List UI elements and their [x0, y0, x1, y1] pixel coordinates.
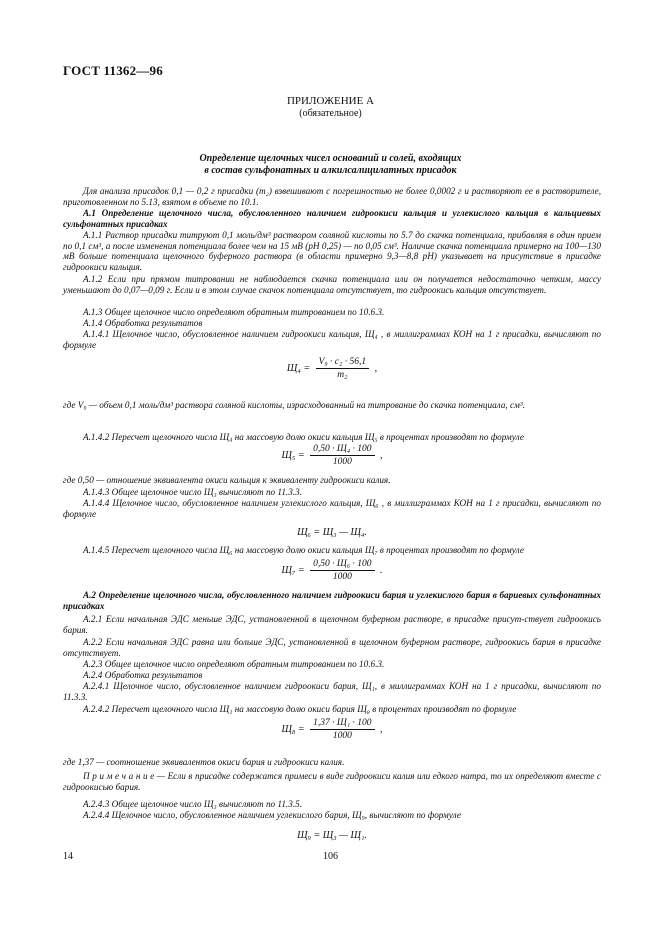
- section-title-line2: в состав сульфонатных и алкилсалицилатных присадок: [204, 165, 457, 176]
- paragraph-a145: А.1.4.5 Пересчет щелочного числа Щ₆ на массовую долю окиси кальция Щ₇ в процентах производят по формуле: [83, 545, 524, 555]
- formula-4-tail: .: [380, 565, 383, 576]
- formula-2-lhs: Щ₅ =: [281, 450, 305, 461]
- paragraph-a242: А.2.4.2 Пересчет щелочного числа Щ₁ на массовую долю окиси бария Щ₈ в процентах производят по формуле: [83, 704, 517, 714]
- formula-4-numerator: 0,50 · Щ₆ · 100: [310, 559, 374, 571]
- heading-a2: А.2 Определение щелочного числа, обусловленного наличием гидроокиси бария и углекислого бария в бариевых сульфонатных присадках: [63, 590, 601, 611]
- formula-6: Щ₉ = Щ₃ — Щ₁.: [297, 830, 367, 841]
- where-3: где 1,37 — соотношение эквивалентов окиси бария и гидроокиси калия.: [63, 757, 345, 767]
- formula-5-numerator: 1,37 · Щ₁ · 100: [310, 718, 374, 730]
- paragraph-a244: А.2.4.4 Щелочное число, обусловленное наличием углекислого бария, Щ₉, вычисляют по формуле: [83, 810, 461, 820]
- paragraph-a23: А.2.3 Общее щелочное число определяют обратным титрованием по 10.6.3.: [83, 659, 385, 669]
- where-1: где V₉ — объем 0,1 моль/дм³ раствора соляной кислоты, израсходованный на титрование до скачка потенциала, см³.: [63, 400, 525, 410]
- formula-1-numerator: V₉ · c₂ · 56,1: [316, 357, 370, 369]
- heading-a1: А.1 Определение щелочного числа, обусловленного наличием гидроокиси кальция и углекислого кальция в кальциевых сульфонатных присадках: [63, 208, 601, 229]
- paragraph-a14: А.1.4 Обработка результатов: [83, 318, 203, 328]
- formula-3: Щ₆ = Щ₃ — Щ₄.: [297, 527, 367, 538]
- formula-5-lhs: Щ₈ =: [281, 724, 305, 735]
- formula-1-lhs: Щ₄ =: [286, 363, 311, 374]
- formula-2-numerator: 0,50 · Щ₄ · 100: [310, 444, 374, 456]
- appendix-status: (обязательное): [299, 108, 362, 119]
- paragraph-a22: А.2.2 Если начальная ЭДС равна или больше ЭДС, установленной в щелочном буферном растворе, гидроокись бария в присадке отсутствует.: [63, 637, 601, 658]
- paragraph-a12: А.1.2 Если при прямом титровании не наблюдается скачка потенциала или он получается недостаточно четким, массу уменьшают до 0,07—0,09 г. Если и в этом случае скачок потенциала отсутствует, то гидроокись кальция отсутствует.: [63, 274, 601, 295]
- formula-5: [63, 718, 601, 741]
- page-number-center: 106: [323, 851, 338, 862]
- appendix-title: ПРИЛОЖЕНИЕ А: [286, 95, 374, 107]
- paragraph-a141: А.1.4.1 Щелочное число, обусловленное наличием гидроокиси кальция, Щ₄ , в миллиграммах КОН на 1 г присадки, вычисляют по формуле: [63, 329, 601, 350]
- formula-2-denominator: 1000: [332, 457, 352, 467]
- formula-2-tail: ,: [380, 450, 383, 461]
- formula-2: [63, 444, 601, 467]
- formula-4-lhs: Щ₇ =: [281, 565, 305, 576]
- formula-4: [63, 559, 601, 582]
- formula-4-denominator: 1000: [332, 572, 352, 582]
- paragraph-a13: А.1.3 Общее щелочное число определяют обратным титрованием по 10.6.3.: [83, 307, 385, 317]
- paragraph-intro: Для анализа присадок 0,1 — 0,2 г присадки (m₂) взвешивают с погрешностью не более 0,0002 г и растворяют ее в растворителе, приготовленном по 5.13, взятом в объеме по 10.1.: [63, 186, 601, 207]
- note: [63, 771, 601, 792]
- paragraph-a241: А.2.4.1 Щелочное число, обусловленное наличием гидроокиси бария, Щ₁, в миллиграммах КОН на 1 г присадки, вычисляют по 11.3.3.: [63, 681, 601, 702]
- formula-1-denominator: m₂: [337, 370, 348, 380]
- note-text: Если в присадке содержатся примеси в виде гидроокиси калия или едкого натра, то их определяют вместе с гидроокисью бария.: [63, 771, 601, 792]
- page-number-left: 14: [63, 851, 73, 862]
- paragraph-a243: А.2.4.3 Общее щелочное число Щ₃ вычисляют по 11.3.5.: [83, 799, 303, 809]
- paragraph-a11: А.1.1 Раствор присадки титруют 0,1 моль/дм³ раствором соляной кислоты по 5.7 до скачка потенциала, прибавляя в один прием по 0,1 см³, а после изменения потенциала более чем на 15 мВ (рН 0,25) — по 0,05 см³. Наличие скачка потенциала примерно на 100—130 мВ больше потенциала щелочного буферного раствора (в области примерно 9,3—8,8 рН) указывает на присутствие в присадке гидроокиси кальция.: [63, 230, 601, 272]
- paragraph-a21: А.2.1 Если начальная ЭДС меньше ЭДС, установленной в щелочном буферном растворе, в присадке присут-ствует гидроокись бария.: [63, 614, 601, 635]
- paragraph-a24: А.2.4 Обработка результатов: [83, 670, 203, 680]
- formula-1: [63, 357, 601, 380]
- section-title-line1: Определение щелочных чисел оснований и солей, входящих: [199, 153, 462, 164]
- formula-1-tail: ,: [374, 363, 378, 374]
- formula-5-tail: ,: [380, 724, 383, 735]
- formula-5-denominator: 1000: [332, 731, 352, 741]
- note-label: П р и м е ч а н и е —: [83, 771, 168, 781]
- where-2: где 0,50 — отношение эквивалента окиси кальция к эквиваленту гидроокиси калия.: [63, 475, 391, 485]
- paragraph-a144: А.1.4.4 Щелочное число, обусловленное наличием углекислого кальция, Щ₆ , в миллиграммах КОН на 1 г присадки, вычисляют по формуле: [63, 498, 601, 519]
- paragraph-a143: А.1.4.3 Общее щелочное число Щ₃ вычисляют по 11.3.3.: [83, 487, 303, 497]
- standard-number: ГОСТ 11362—96: [63, 63, 163, 78]
- paragraph-a142: А.1.4.2 Пересчет щелочного числа Щ₄ на массовую долю окиси кальция Щ₅ в процентах производят по формуле: [83, 432, 524, 442]
